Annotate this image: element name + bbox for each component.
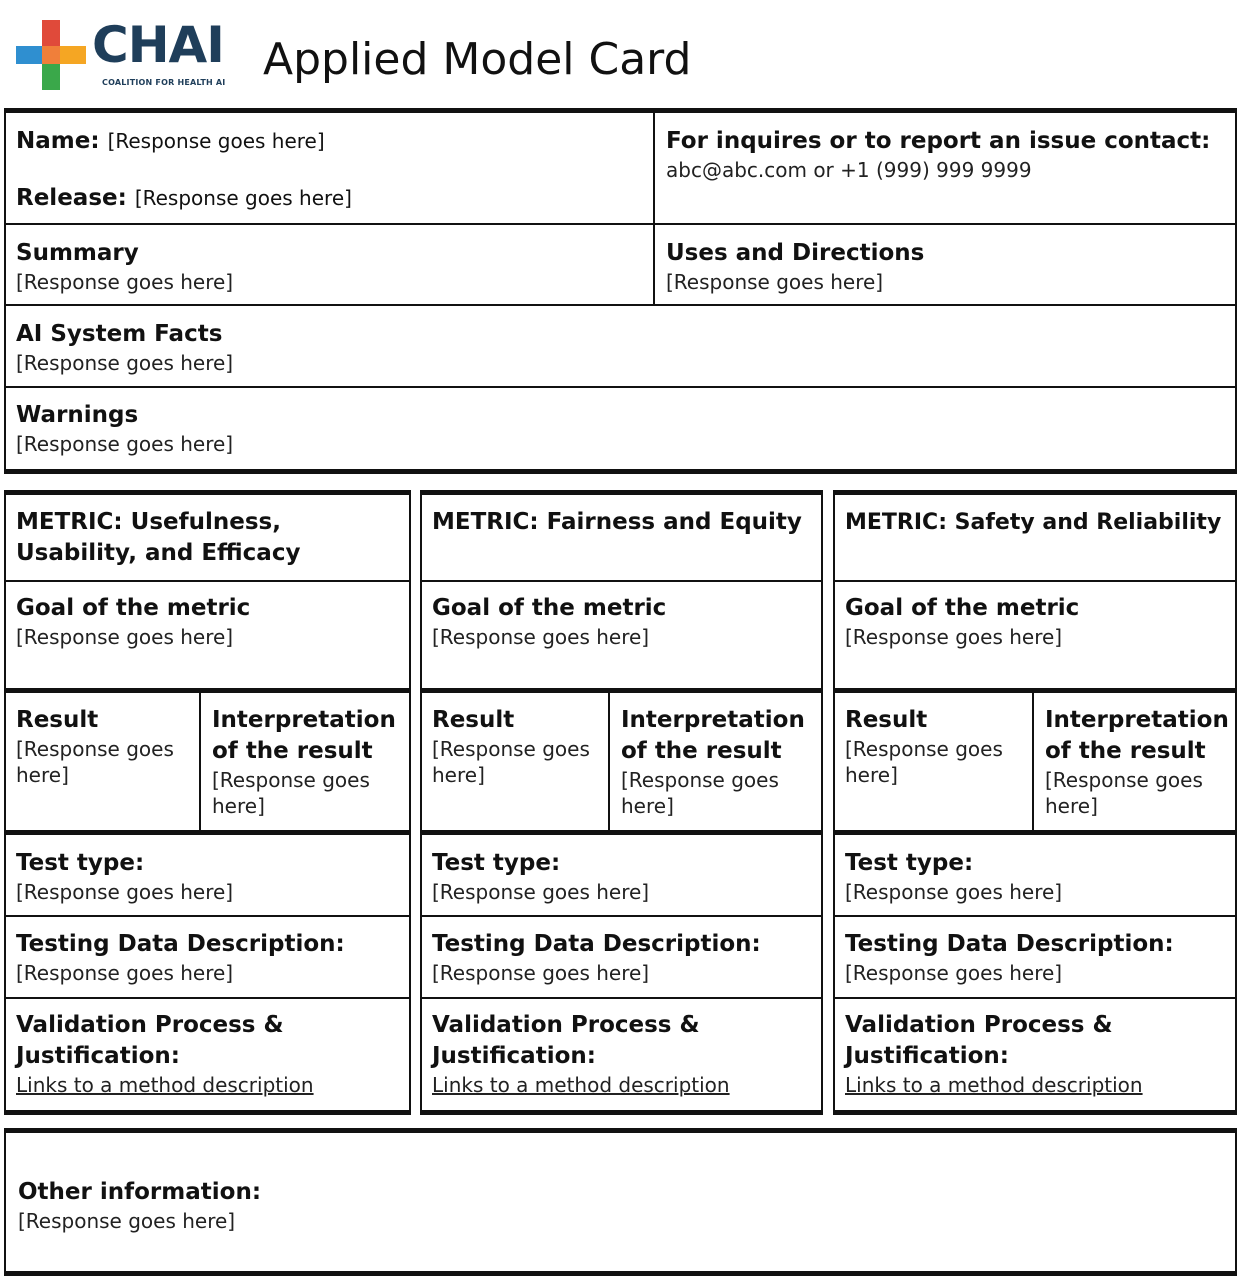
metric-title-cell — [6, 497, 401, 569]
release-label: Release: — [16, 185, 127, 211]
result-label: Result — [16, 707, 99, 733]
testing-data-label: Testing Data Description: — [845, 931, 1174, 957]
warnings-label: Warnings — [16, 402, 139, 428]
test-type-cell — [6, 838, 401, 905]
contact-cell — [656, 116, 1231, 183]
interpretation-cell — [202, 695, 402, 819]
name-value: [Response goes here] — [107, 129, 325, 153]
interpretation-label: Interpretation of the result — [212, 707, 396, 764]
interpretation-value: [Response goes here] — [621, 768, 779, 818]
name-label: Name: — [16, 128, 100, 154]
interpretation-label: Interpretation of the result — [1045, 707, 1229, 764]
divider — [199, 693, 201, 831]
uses-value: [Response goes here] — [666, 270, 884, 294]
page-title: Applied Model Card — [263, 34, 692, 85]
warnings-value: [Response goes here] — [16, 432, 234, 456]
goal-value: [Response goes here] — [845, 625, 1063, 649]
divider — [653, 113, 655, 306]
interpretation-label: Interpretation of the result — [621, 707, 805, 764]
result-cell — [422, 695, 597, 788]
goal-label: Goal of the metric — [16, 595, 251, 621]
other-info-value: [Response goes here] — [18, 1209, 236, 1233]
warnings-cell — [6, 390, 1226, 457]
validation-cell — [835, 1000, 1230, 1098]
test-type-label: Test type: — [432, 850, 561, 876]
goal-value: [Response goes here] — [16, 625, 234, 649]
test-type-value: [Response goes here] — [16, 880, 234, 904]
divider — [4, 386, 1237, 388]
metric-title: METRIC: Safety and Reliability — [845, 510, 1222, 535]
testing-data-cell — [835, 919, 1230, 986]
interpretation-cell — [611, 695, 811, 819]
testing-data-value: [Response goes here] — [432, 961, 650, 985]
result-label: Result — [432, 707, 515, 733]
other-info-label: Other information: — [18, 1179, 262, 1205]
testing-data-label: Testing Data Description: — [16, 931, 345, 957]
divider — [4, 580, 411, 582]
divider — [4, 997, 411, 999]
goal-cell — [422, 583, 817, 650]
uses-label: Uses and Directions — [666, 240, 925, 266]
divider — [4, 688, 411, 693]
test-type-value: [Response goes here] — [845, 880, 1063, 904]
divider — [420, 915, 823, 917]
result-cell — [6, 695, 181, 788]
summary-value: [Response goes here] — [16, 270, 234, 294]
test-type-cell — [422, 838, 817, 905]
goal-label: Goal of the metric — [845, 595, 1080, 621]
divider — [608, 693, 610, 831]
validation-label: Validation Process & Justification: — [16, 1012, 284, 1069]
method-description-link[interactable]: Links to a method description — [16, 1073, 314, 1097]
result-value: [Response goes here] — [432, 737, 590, 787]
divider — [833, 580, 1237, 582]
metric-title-cell — [835, 497, 1233, 538]
facts-cell — [6, 309, 1226, 376]
summary-label: Summary — [16, 240, 139, 266]
logo-wordmark: CHAI — [92, 16, 224, 74]
divider — [420, 997, 823, 999]
goal-cell — [835, 583, 1230, 650]
divider — [4, 915, 411, 917]
divider — [4, 223, 1237, 225]
validation-label: Validation Process & Justification: — [432, 1012, 700, 1069]
divider — [4, 304, 1237, 306]
test-type-value: [Response goes here] — [432, 880, 650, 904]
validation-label: Validation Process & Justification: — [845, 1012, 1113, 1069]
uses-cell — [656, 228, 1231, 295]
goal-value: [Response goes here] — [432, 625, 650, 649]
test-type-label: Test type: — [845, 850, 974, 876]
goal-cell — [6, 583, 401, 650]
divider — [420, 688, 823, 693]
divider — [833, 830, 1237, 835]
result-cell — [835, 695, 1020, 788]
testing-data-label: Testing Data Description: — [432, 931, 761, 957]
test-type-label: Test type: — [16, 850, 145, 876]
method-description-link[interactable]: Links to a method description — [845, 1073, 1143, 1097]
contact-label: For inquires or to report an issue contact: — [666, 128, 1211, 154]
logo-subtitle: COALITION FOR HEALTH AI — [102, 78, 226, 87]
contact-value: abc@abc.com or +1 (999) 999 9999 — [666, 158, 1032, 182]
metric-title: METRIC: Fairness and Equity — [432, 509, 802, 535]
other-info-cell — [8, 1167, 1208, 1234]
divider — [833, 915, 1237, 917]
testing-data-cell — [422, 919, 817, 986]
chai-logo — [16, 16, 232, 92]
validation-cell — [422, 1000, 817, 1098]
divider — [833, 997, 1237, 999]
name-cell — [6, 116, 646, 214]
result-value: [Response goes here] — [16, 737, 174, 787]
metric-title: METRIC: Usefulness, Usability, and Efficacy — [16, 509, 301, 566]
validation-cell — [6, 1000, 401, 1098]
health-cross-icon — [16, 20, 86, 90]
result-label: Result — [845, 707, 928, 733]
method-description-link[interactable]: Links to a method description — [432, 1073, 730, 1097]
divider — [420, 830, 823, 835]
testing-data-cell — [6, 919, 401, 986]
divider — [1032, 693, 1034, 831]
goal-label: Goal of the metric — [432, 595, 667, 621]
page-header — [0, 0, 1238, 105]
summary-cell — [6, 228, 646, 295]
interpretation-cell — [1035, 695, 1233, 819]
interpretation-value: [Response goes here] — [212, 768, 370, 818]
divider — [833, 688, 1237, 693]
facts-label: AI System Facts — [16, 321, 223, 347]
testing-data-value: [Response goes here] — [16, 961, 234, 985]
testing-data-value: [Response goes here] — [845, 961, 1063, 985]
release-value: [Response goes here] — [134, 186, 352, 210]
divider — [420, 580, 823, 582]
result-value: [Response goes here] — [845, 737, 1003, 787]
facts-value: [Response goes here] — [16, 351, 234, 375]
interpretation-value: [Response goes here] — [1045, 768, 1203, 818]
test-type-cell — [835, 838, 1230, 905]
metric-title-cell — [422, 497, 817, 538]
divider — [4, 830, 411, 835]
